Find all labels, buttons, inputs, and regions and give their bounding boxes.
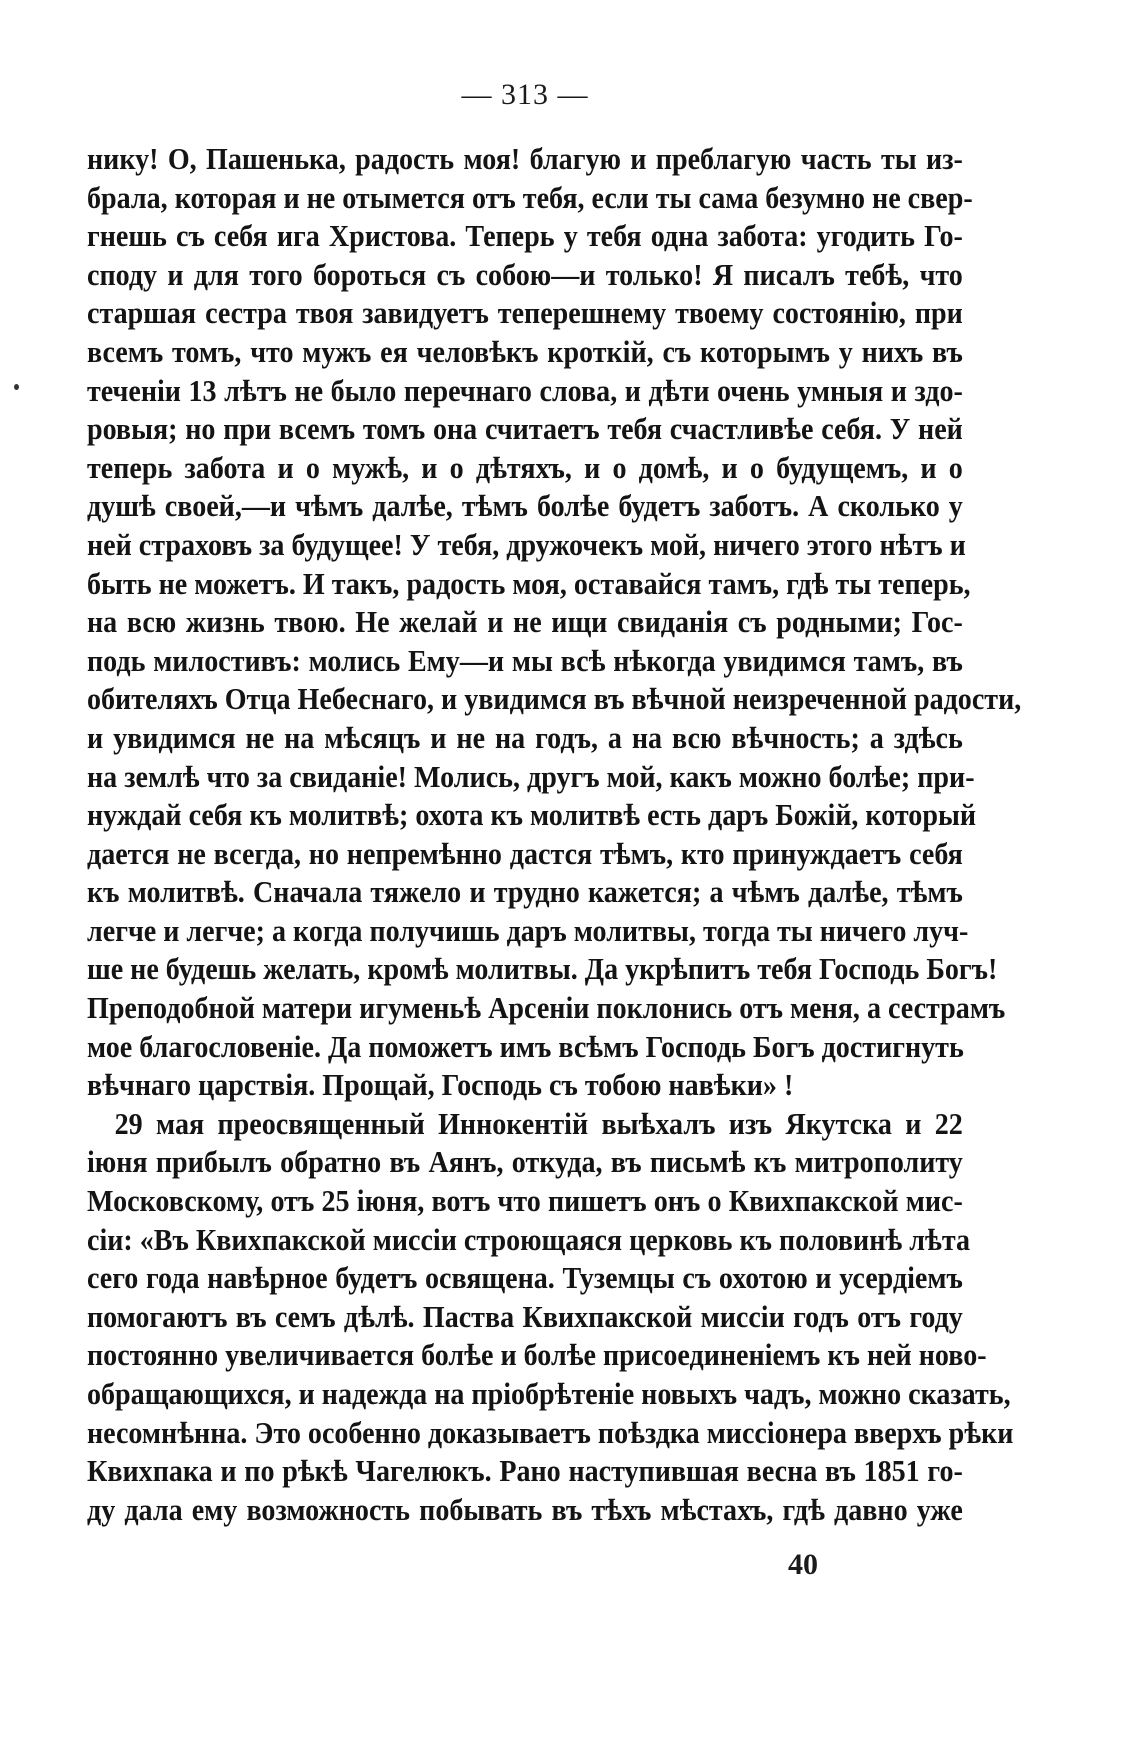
text-line: старшая сестра твоя завидуетъ теперешнему твоему состоянію, при [87, 296, 963, 331]
text-line: на землѣ что за свиданіе! Молись, другъ мой, какъ можно болѣе; при- [87, 759, 975, 794]
text-line: Московскому, отъ 25 іюня, вотъ что пишетъ онъ о Квихпакской мис- [87, 1184, 963, 1219]
text-line: обителяхъ Отца Небеснаго, и увидимся въ вѣчной неизреченной радости, [87, 682, 1022, 717]
text-line: несомнѣнна. Это особенно доказываетъ поѣздка миссіонера вверхъ рѣки [87, 1415, 1014, 1450]
text-line: брала, которая и не отымется отъ тебя, если ты сама безумно не свер- [87, 180, 973, 215]
body-text [87, 140, 1022, 1529]
text-line: гнешь съ себя ига Христова. Теперь у тебя одна забота: угодить Го- [87, 219, 963, 254]
text-line: сего года навѣрное будетъ освящена. Туземцы съ охотою и усердіемъ [87, 1261, 963, 1296]
text-line: и увидимся не на мѣсяцъ и не на годъ, а на всю вѣчность; а здѣсь [87, 720, 963, 755]
text-line: нуждай себя къ молитвѣ; охота къ молитвѣ есть даръ Божій, который [87, 798, 977, 833]
text-line: споду и для того бороться съ собою—и только! Я писалъ тебѣ, что [87, 257, 963, 292]
text-line: ше не будешь желать, кромѣ молитвы. Да укрѣпитъ тебя Господь Богъ! [87, 952, 998, 987]
text-line: Квихпака и по рѣкѣ Чагелюкъ. Рано наступившая весна въ 1851 го- [87, 1454, 963, 1489]
text-line: къ молитвѣ. Сначала тяжело и трудно кажется; а чѣмъ далѣе, тѣмъ [87, 875, 963, 910]
text-line: легче и легче; а когда получишь даръ молитвы, тогда ты ничего луч- [87, 913, 969, 948]
margin-speck [14, 384, 19, 390]
text-line: теперь забота и о мужѣ, и о дѣтяхъ, и о домѣ, и о будущемъ, и о [87, 450, 963, 485]
text-line: вѣчнаго царствія. Прощай, Господь съ тобою навѣки» ! [87, 1068, 794, 1103]
text-line: дается не всегда, но непремѣнно дастся тѣмъ, кто принуждаетъ себя [87, 836, 963, 871]
text-line: всемъ томъ, что мужъ ея человѣкъ кроткій, съ которымъ у нихъ въ [87, 334, 963, 369]
text-line: быть не можетъ. И такъ, радость моя, оставайся тамъ, гдѣ ты теперь, [87, 566, 971, 601]
text-line: подь милостивъ: молись Ему—и мы всѣ нѣкогда увидимся тамъ, въ [87, 643, 963, 678]
text-line: нику! О, Пашенька, радость моя! благую и преблагую часть ты из- [87, 142, 963, 176]
text-line: мое благословеніе. Да поможетъ имъ всѣмъ Господь Богъ достигнуть [87, 1029, 964, 1064]
signature-mark: 40 [788, 1548, 818, 1581]
page-number: — 313 — [461, 78, 589, 111]
text-line: теченіи 13 лѣтъ не было перечнаго слова, и дѣти очень умныя и здо- [87, 373, 963, 408]
text-line: постоянно увеличивается болѣе и болѣе присоединеніемъ къ ней ново- [87, 1338, 987, 1373]
text-line: обращающихся, и надежда на пріобрѣтеніе новыхъ чадъ, можно сказать, [87, 1377, 1011, 1411]
text-line: на всю жизнь твою. Не желай и не ищи свиданія съ родными; Гос- [87, 605, 963, 640]
text-line: 29 мая преосвященный Иннокентій выѣхалъ изъ Якутска и 22 [114, 1106, 963, 1141]
text-line: помогаютъ въ семъ дѣлѣ. Паства Квихпакской миссіи годъ отъ году [87, 1299, 963, 1334]
text-line: ду дала ему возможность побывать въ тѣхъ мѣстахъ, гдѣ давно уже [87, 1492, 963, 1527]
text-line: Преподобной матери игуменьѣ Арсеніи поклонись отъ меня, а сестрамъ [87, 991, 1006, 1026]
text-line: душѣ своей,—и чѣмъ далѣе, тѣмъ болѣе будетъ заботъ. А сколько у [87, 489, 963, 524]
text-line: ней страховъ за будущее! У тебя, дружочекъ мой, ничего этого нѣтъ и [87, 527, 966, 562]
text-line: іюня прибылъ обратно въ Аянъ, откуда, въ письмѣ къ митрополиту [87, 1145, 963, 1180]
text-line: ровыя; но при всемъ томъ она считаетъ тебя счастливѣе себя. У ней [87, 412, 963, 447]
text-line: сіи: «Въ Квихпакской миссіи строющаяся церковь къ половинѣ лѣта [87, 1222, 970, 1257]
